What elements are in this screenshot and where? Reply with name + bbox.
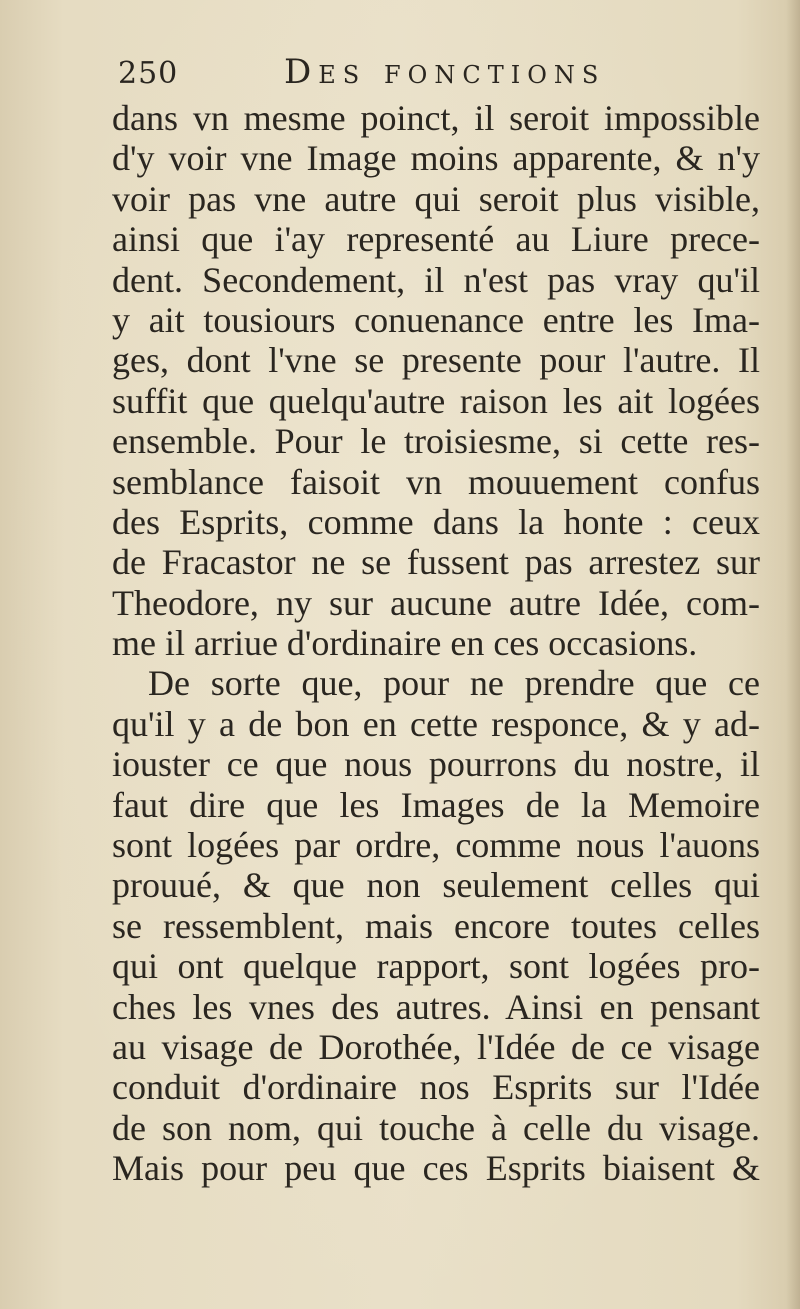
- text-line: qu'il y a de bon en cette responce, & y ad-: [112, 703, 760, 744]
- text-line: De sorte que, pour ne prendre que ce: [148, 663, 760, 704]
- page-number: 250: [118, 56, 179, 91]
- text-line: conduit d'ordinaire nos Esprits sur l'Idée: [112, 1067, 760, 1108]
- text-line: me il arriue d'ordinaire en ces occasions.: [112, 623, 698, 664]
- text-line: ainsi que i'ay representé au Liure prece-: [112, 219, 760, 260]
- text-line: au visage de Dorothée, l'Idée de ce visage: [112, 1026, 760, 1067]
- text-line: faut dire que les Images de la Memoire: [112, 784, 760, 825]
- text-line: semblance faisoit vn mouuement confus: [112, 461, 760, 502]
- text-line: voir pas vne autre qui seroit plus visible,: [112, 178, 760, 219]
- text-line: dans vn mesme poinct, il seroit impossible: [112, 98, 760, 138]
- text-line: dent. Secondement, il n'est pas vray qu'il: [112, 259, 760, 300]
- text-line: ges, dont l'vne se presente pour l'autre. Il: [112, 340, 760, 381]
- page-edge-shadow: [786, 0, 800, 1309]
- text-line: de son nom, qui touche à celle du visage.: [112, 1107, 760, 1148]
- text-line: suffit que quelqu'autre raison les ait logées: [112, 380, 760, 421]
- text-line: y ait tousiours conuenance entre les Ima-: [112, 299, 760, 340]
- body-text: [112, 98, 760, 1189]
- text-line: Theodore, ny sur aucune autre Idée, com-: [112, 582, 760, 623]
- running-head: [112, 52, 712, 98]
- text-line: des Esprits, comme dans la honte : ceux: [112, 501, 760, 542]
- text-line: ches les vnes des autres. Ainsi en pensant: [112, 986, 760, 1027]
- text-line: se ressemblent, mais encore toutes celles: [112, 905, 760, 946]
- text-line: d'y voir vne Image moins apparente, & n'y: [112, 138, 760, 179]
- text-line: de Fracastor ne se fussent pas arrestez sur: [112, 542, 760, 583]
- running-title: Des fonctions: [284, 52, 606, 92]
- text-line: prouué, & que non seulement celles qui: [112, 865, 760, 906]
- text-line: sont logées par ordre, comme nous l'auons: [112, 825, 760, 866]
- text-line: ensemble. Pour le troisiesme, si cette res-: [112, 421, 760, 462]
- text-line: Mais pour peu que ces Esprits biaisent &: [112, 1148, 760, 1189]
- text-line: iouster ce que nous pourrons du nostre, il: [112, 744, 760, 785]
- text-line: qui ont quelque rapport, sont logées pro-: [112, 946, 760, 987]
